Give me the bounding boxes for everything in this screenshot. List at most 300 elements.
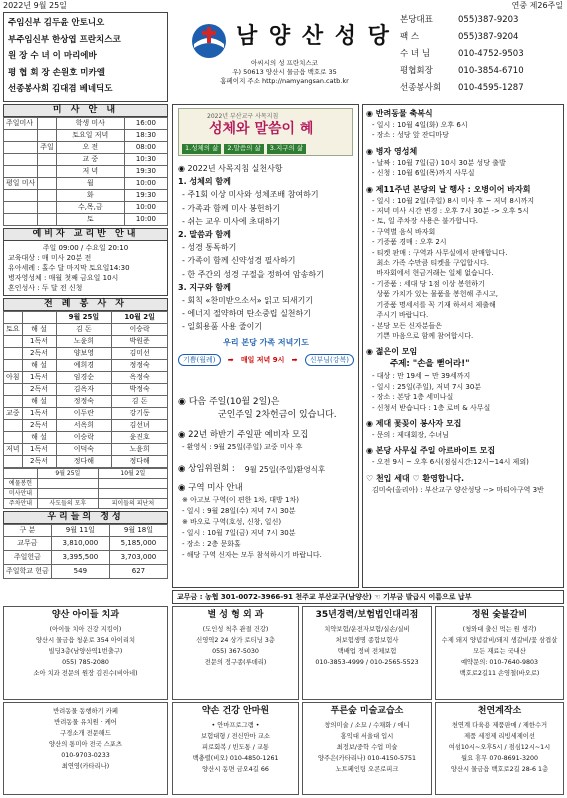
address: 우) 50613 양산시 물금읍 백호로 35 [232, 68, 337, 76]
mass-cell: 학생 미사 [56, 118, 124, 130]
sacrament-item: 병자영성체 : 매월 첫째 금요일 10시 [8, 274, 119, 282]
ad-line: 백호로2길11 손영철(바오로) [459, 669, 540, 677]
banner-pill: 1.성체의 삶 [182, 144, 221, 154]
ministers-cell [4, 456, 23, 468]
ministers-extra-cell [98, 479, 167, 489]
ministers-header-cell: 9월 25일 [56, 312, 112, 324]
mass-row [4, 142, 168, 154]
offering-cell: 627 [109, 565, 167, 579]
ministers-extra-row [4, 469, 168, 479]
notice-heading: ◉ 본당 사무실 주일 아르바이트 모집 [366, 446, 496, 456]
sacrament-item: 혼인성사 : 두 달 전 신청 [8, 284, 83, 292]
ad-line: 반려동물 유치원 · 케어 [54, 719, 117, 726]
offering-title: 우리들의 정성 [3, 511, 168, 524]
ministers-extra-cell: 주차안내 [4, 499, 38, 509]
ministers-extra-cell: 미사안내 [4, 489, 38, 499]
ministers-cell: 박정숙 [112, 384, 168, 396]
ministers-cell: 해 설 [22, 360, 56, 372]
ad-line: 피로회복 / 빈도통 / 교통 [202, 743, 269, 751]
ministers-cell: 1독서 [22, 336, 56, 348]
ministers-row [4, 360, 168, 372]
mass-cell: 18:30 [124, 130, 167, 142]
staff-line: 선종봉사회 김대겸 베네딕도 [8, 84, 113, 94]
mass-cell: 화 [56, 190, 124, 202]
mass-cell [38, 202, 57, 214]
masthead [172, 12, 397, 102]
offering-header-cell: 9월 11일 [51, 525, 109, 537]
guideline-item: ◉ 2022년 사목지침 실천사항 [178, 164, 283, 173]
guideline-item: - 에너지 절약하며 탄소중립 실천하기 [182, 309, 311, 319]
arrow-right-icon: ➡ [291, 355, 298, 364]
committee-row [178, 463, 358, 476]
ministers-cell: 이승락 [56, 432, 112, 444]
contact-label: 본당대표 [400, 15, 433, 25]
ad-title: 정원 숯불갈비 [471, 610, 528, 620]
ad-title: 별 성 형 외 과 [207, 610, 264, 620]
ad-line: 055) 785-2080 [62, 658, 109, 666]
ministers-row [4, 396, 168, 408]
prayer-step: 기쁨(월례) [178, 354, 221, 366]
contact-row [400, 29, 564, 46]
notice-line: - 본당 모든 신자분들은 [372, 321, 443, 330]
notice-heading: ◉ 제대 꽃꽂이 봉사자 모집 [366, 418, 462, 428]
guideline-item: - 가족이 함께 신약성경 필사하기 [182, 256, 296, 266]
notice-heading: ◉ 구역 미사 안내 [178, 483, 243, 493]
mass-row [4, 166, 168, 178]
ministers-cell [4, 432, 23, 444]
ministers-row [4, 408, 168, 420]
ministers-cell: 강기동 [112, 408, 168, 420]
ministers-cell: 이승락 [112, 324, 168, 336]
mass-cell [4, 214, 38, 226]
mass-cell: 수,목,금 [56, 202, 124, 214]
ministers-cell: 1독서 [22, 372, 56, 384]
mass-cell [38, 178, 57, 190]
ad-line: 창의미술 / 소묘 / 수채화 / 애니 [324, 721, 410, 729]
offering-row [4, 551, 168, 565]
arrow-right-icon: ➡ [227, 355, 234, 364]
ministers-cell: 토요 [4, 324, 23, 336]
ministers-extra-row [4, 489, 168, 499]
ministers-cell: 김 돈 [56, 324, 112, 336]
mass-cell: 저 녁 [56, 166, 124, 178]
contact-label: 수 녀 님 [400, 49, 431, 59]
banner-pill: 3.지구의 삶 [267, 144, 306, 154]
ministers-extra-cell [98, 489, 167, 499]
ministers-cell: 정다해 [112, 456, 168, 468]
ministers-header-cell [4, 312, 23, 324]
mass-cell: 19:30 [124, 190, 167, 202]
mass-cell [4, 166, 38, 178]
ad-line: 양산의 통미아 전국 스포츠 [49, 741, 122, 748]
ad-line: 010-3853-4999 / 010-2565-5523 [315, 658, 419, 666]
notice-line: 바자회에서 현금거래는 일체 없습니다. [372, 269, 494, 278]
right-notices [366, 108, 562, 495]
ministers-row [4, 444, 168, 456]
ad-title: 35년경력/보험법인대리점 [315, 610, 419, 620]
ministers-row [4, 456, 168, 468]
banner-pills [182, 144, 306, 154]
notice-heading: ◉ 22년 하반기 주일판 예비자 모집 [178, 430, 309, 440]
ministers-cell: 윤진호 [112, 432, 168, 444]
liturgical-week: 연중 제26주일 [511, 1, 563, 10]
offering-table [3, 524, 168, 579]
ad-line: 천연계 다육용 제품판매 / 제한수거 [451, 721, 548, 729]
mass-cell [4, 130, 38, 142]
ministers-extra-cell: 10월 2일 [98, 469, 167, 479]
ad-line: 양산시 물금읍 청운로 354 아이리치 [35, 636, 136, 644]
ad-line: 여섬10시~오후5시 / 점심12시~1시 [448, 743, 551, 751]
banner-title: 성체와 말씀이 혜 [209, 121, 314, 137]
mass-cell: 월 [56, 178, 124, 190]
ad-line: 빌딩3층(남양산역1번출구) [48, 647, 123, 655]
pastoral-banner [178, 108, 353, 156]
guideline-item: - 성경 통독하기 [182, 243, 237, 253]
mass-title: 미 사 안 내 [3, 104, 168, 117]
notice-line: - 일시 : 10월 4일(화) 오후 6시 [372, 121, 468, 129]
district-line: ※ 바오로 구역(호성, 신창, 일신) [182, 518, 282, 526]
notice-line: - 구역별 음식 바자회 [372, 227, 436, 236]
ministers-cell: 박원준 [112, 336, 168, 348]
ad-title: 푸른숲 미술교습소 [330, 706, 404, 716]
notice-line: - 토, 일 주차장 사용은 불가합니다. [372, 217, 479, 226]
guideline-item: - 한 주간의 성경 구절을 정하여 암송하기 [182, 269, 324, 279]
ad-line: 처보험생명 종합보험사 [335, 636, 399, 644]
district-list [178, 506, 358, 561]
mass-cell: 주일미사 [4, 118, 38, 130]
ad-line: 010-9703-0233 [61, 752, 110, 759]
ministers-cell: 정정숙 [56, 396, 112, 408]
ministers-cell [4, 420, 23, 432]
mass-cell [38, 166, 57, 178]
mass-row [4, 214, 168, 226]
offering-cell: 3,810,000 [51, 537, 109, 551]
ministers-cell: 교중 [4, 408, 23, 420]
ministers-cell: 정정숙 [112, 360, 168, 372]
staff-line: 주임신부 김두윤 안토니오 [8, 18, 105, 28]
ad-line: 홍익대 서울대 입시 [340, 732, 394, 740]
ministers-extra-cell: 사도들의 모후 [38, 499, 99, 509]
mass-row [4, 154, 168, 166]
notice-line: - 기증품 : 세대 당 1점 이상 봉헌하기 [372, 279, 485, 288]
mass-cell [38, 154, 57, 166]
mass-cell: 08:00 [124, 142, 167, 154]
ministers-row [4, 336, 168, 348]
mass-cell [4, 190, 38, 202]
notice-line: - 신청 : 10월 6일(목)까지 사무실 [372, 169, 475, 178]
ministers-row [4, 384, 168, 396]
ad-line: 제품 세정제 리빙세제이선 [464, 732, 535, 740]
contact-number: 055)387-9204 [458, 32, 519, 42]
ad-line: 노트페인팅 오콘로피크 [335, 765, 399, 773]
offering-row [4, 537, 168, 551]
mass-cell: 16:00 [124, 118, 167, 130]
ministers-cell: 정다해 [56, 456, 112, 468]
mass-cell: 오 전 [56, 142, 124, 154]
ad-line: 치약보험/운전자보험/실손/실비 [324, 625, 410, 633]
contact-row [400, 46, 564, 63]
ad-line: 백충렬(비오) 010-4850-1261 [192, 754, 279, 762]
prayer-step: 신부님(강복) [305, 354, 354, 366]
ad-title: 양산 아이들 치과 [51, 610, 120, 620]
ministers-cell: 저녁 [4, 444, 23, 456]
ad-line: 신영역2 24 상가 로티닝 3층 [196, 636, 275, 644]
sacrament-item: 교육대상 : 매 미사 20분 전 [8, 254, 92, 262]
ministers-cell: 해 설 [22, 396, 56, 408]
pastoral-guidelines [178, 162, 356, 334]
banner-pill: 2.말씀의 삶 [224, 144, 263, 154]
ad-box [302, 606, 432, 700]
ministers-row [4, 420, 168, 432]
ad-line: 양산시 물금읍 백호로2길 28-6 1층 [450, 765, 549, 773]
district-line: - 일시 : 10월 7일(금) 저녁 7시 30분 [182, 529, 296, 537]
ministers-cell: 김옥자 [56, 384, 112, 396]
mass-cell: 토 [56, 214, 124, 226]
mass-cell: 10:00 [124, 178, 167, 190]
guideline-item: - 회칙 «찬미받으소서» 읽고 되새기기 [182, 296, 314, 306]
ministers-cell: 김선녀 [112, 420, 168, 432]
contact-row [400, 63, 564, 80]
ministers-cell: 2독서 [22, 384, 56, 396]
mass-cell [38, 118, 57, 130]
contact-number: 010-3854-6710 [458, 66, 524, 76]
mass-cell [38, 130, 57, 142]
notice-line: - 티켓 판매 : 구역과 사무실에서 판매합니다. [372, 248, 508, 257]
mass-cell: 교 중 [56, 154, 124, 166]
guideline-item: - 가족과 함께 미사 봉헌하기 [182, 203, 281, 213]
ministers-cell: 1독서 [22, 444, 56, 456]
notice-heading: ◉ 병자 영성체 [366, 146, 418, 156]
ministers-table [3, 311, 168, 468]
offering-cell: 3,395,500 [51, 551, 109, 565]
ministers-cell: 예희경 [56, 360, 112, 372]
guideline-item: - 주1회 이상 미사와 성체조배 참여하기 [182, 190, 319, 200]
left-column [3, 104, 168, 579]
ministers-extra-cell [38, 489, 99, 499]
ministers-cell: 서옥희 [56, 420, 112, 432]
ad-line: 반려동물 동행하기 카페 [53, 708, 118, 715]
mass-table [3, 117, 168, 226]
ministers-cell: 1독서 [22, 408, 56, 420]
ministers-cell: 이덕숙 [56, 444, 112, 456]
ministers-cell: 임경순 [56, 372, 112, 384]
mass-cell: 주일 [38, 142, 57, 154]
notice-body: 9월 25일(주일)환영식후 [244, 465, 326, 474]
ministers-cell: 2독서 [22, 348, 56, 360]
ministers-cell: 2독서 [22, 456, 56, 468]
ad-box [3, 702, 168, 795]
ad-line: 전문의 정구종(루데리) [204, 658, 267, 666]
contact-list [400, 12, 564, 102]
notice-line: 기쁜 마음으로 함께 참여합시다. [372, 331, 474, 340]
ministers-cell: 노윤희 [112, 444, 168, 456]
ad-line: (청와대 출신 먹는 원 생각) [462, 625, 537, 633]
offering-account: 교무금 : 농협 301-0072-3966-91 천주교 부산교구(남양산) ☜ 기부금 발급시 이름으로 납부 [172, 590, 564, 604]
mass-row [4, 130, 168, 142]
notice-heading: ◉ 반려동물 축복식 [366, 109, 433, 118]
notice-heading: ◉ 다음 주일(10월 2일)은 [178, 397, 280, 407]
prayer-title: 우리 본당 가족 저녁기도 [223, 338, 309, 347]
notice-line: - 문의 : 제대회장, 수녀님 [372, 430, 449, 439]
ad-line: 모든 재료는 국내산 [473, 647, 526, 655]
catechumen-title: 예비자 교리반 안내 [3, 228, 168, 241]
notice-line: - 일시 : 25일(주일), 저녁 7시 30분 [372, 382, 482, 391]
notice-line: - 날짜 : 10월 7일(금) 10시 30분 성당 출발 [372, 158, 506, 167]
notice-line: - 저녁 미사 시간 변경 : 오후 7시 30분 -> 오후 5시 [372, 207, 529, 216]
notice-heading: ◉ 상임위원회 : [178, 464, 235, 474]
catechumen-box [3, 241, 168, 296]
ad-line: 양산시 동면 금오4길 66 [202, 765, 269, 773]
mass-cell: 평일 미사 [4, 178, 38, 190]
offering-cell: 3,703,000 [109, 551, 167, 565]
district-line: - 일시 : 9월 28일(수) 저녁 7시 30분 [182, 507, 296, 515]
evening-prayer [178, 338, 354, 380]
mass-cell: 10:00 [124, 202, 167, 214]
contact-number: 010-4752-9503 [458, 49, 524, 59]
offering-header-row [4, 525, 168, 537]
contact-label: 팩 스 [400, 32, 420, 42]
ad-line: 소아 치과 전문의 원장 김진수(비아네) [33, 669, 138, 677]
mass-cell [38, 190, 57, 202]
ministers-cell: 김미선 [112, 348, 168, 360]
mass-row [4, 190, 168, 202]
notice-line: - 신청서 받습니다 : 1층 로비 & 사무실 [372, 403, 491, 412]
ministers-cell: 옥정숙 [112, 372, 168, 384]
ad-line: • 안마프로그램 • [211, 721, 260, 729]
staff-line: 원 장 수 녀 이 마리에바 [8, 51, 97, 61]
catechumen-time: 주일 09:00 / 수요일 20:10 [42, 244, 129, 252]
notice-line: - 일시 : 10월 2일(주일) 8시 미사 후 ~ 저녁 8시까지 [372, 196, 535, 205]
offering-header-cell: 구 분 [4, 525, 52, 537]
ad-box [302, 702, 432, 795]
ministers-row [4, 324, 168, 336]
offering-cell: 교무금 [4, 537, 52, 551]
notice-line: - 대상 : 만 19세 ~ 만 39세까지 [372, 372, 471, 381]
ministers-cell: 2독서 [22, 420, 56, 432]
ministers-cell [4, 396, 23, 408]
guideline-item: 3. 지구와 함께 [178, 282, 231, 292]
notice-line: 주시기 바랍니다. [372, 311, 429, 320]
notice-body: - 환영식 : 9월 25일(주일) 교중 미사 후 [182, 443, 303, 451]
ad-line: 최연영(카타리나) [61, 763, 110, 770]
ministers-header-cell: 10월 2일 [112, 312, 168, 324]
ad-line: 양주은(카타리나) 010-4150-5751 [317, 754, 417, 762]
mass-cell: 19:30 [124, 166, 167, 178]
contact-number: 010-4595-1287 [458, 83, 524, 93]
ministers-cell: 노윤희 [56, 336, 112, 348]
ministers-cell [4, 384, 23, 396]
contact-row [400, 80, 564, 97]
contact-label: 선종봉사회 [400, 83, 442, 93]
notice-heading: ♡ 천입 세대 ♡ 환영합니다. [366, 473, 465, 483]
ministers-extra-row [4, 479, 168, 489]
notice-theme: 주제: "손을 뻗어라!" [390, 359, 470, 370]
ad-line: 수제 돼지 양념갈비/돼지 생갈비/꽃 삼겹살 [441, 636, 558, 644]
notice-heading: ◉ 제11주년 본당의 날 행사 : 오병이어 바자회 [366, 184, 531, 194]
ministers-row [4, 372, 168, 384]
notice-line: - 기증품 경매 : 오후 2시 [372, 238, 447, 247]
ad-title: 약손 건강 안마원 [201, 706, 270, 716]
patron: 아씨시의 성 프란치스코 [251, 59, 318, 67]
ad-line: (아이들 치아 건강 지킴이) [49, 625, 122, 633]
ministers-extra-cell: 9월 25일 [38, 469, 99, 479]
staff-line: 평 협 회 장 손원호 미카엘 [8, 67, 105, 78]
notice-body: ※ 아고보 구역(이 편한 1차, 대방 1차) [182, 496, 299, 504]
notice-body: 군인주일 2차헌금이 있습니다. [218, 410, 337, 420]
ad-box [435, 606, 564, 700]
ministers-row [4, 432, 168, 444]
contact-number: 055)387-9203 [458, 15, 519, 25]
mass-cell [38, 214, 57, 226]
notice-line: 최소 가족 수만큼 티켓을 구입합시다. [372, 259, 490, 268]
ministers-header-cell [22, 312, 56, 324]
notice-line: - 장소 : 성당 앞 잔디마당 [372, 131, 449, 140]
offering-header-cell: 9월 18일 [109, 525, 167, 537]
sacrament-item: 유아세례 : 홀수 달 마지막 토요일14:30 [8, 264, 130, 272]
mass-row [4, 178, 168, 190]
prayer-flow [178, 354, 354, 366]
mass-cell: 10:30 [124, 154, 167, 166]
mass-cell: 10:00 [124, 214, 167, 226]
offering-cell: 주일학교 헌금 [4, 565, 52, 579]
ministers-cell: 양보영 [56, 348, 112, 360]
district-line: - 장소 : 2층 문화홀 [182, 540, 241, 548]
ministers-row [4, 348, 168, 360]
mass-cell: 토요일 저녁 [56, 130, 124, 142]
ministers-header-row [4, 312, 168, 324]
ad-line: 월요 휴무 070-8691-3200 [461, 754, 538, 762]
ad-box [3, 606, 168, 700]
contact-label: 평협회장 [400, 66, 433, 76]
staff-box [3, 12, 168, 102]
guideline-item: - 쉬는 교우 미사에 초대하기 [182, 216, 281, 226]
ad-box [172, 702, 299, 795]
ministers-title: 전 례 봉 사 자 [3, 298, 168, 311]
offering-cell: 주일헌금 [4, 551, 52, 565]
guideline-item: 1. 성체의 함께 [178, 177, 231, 187]
mass-cell [4, 202, 38, 214]
offering-cell: 5,185,000 [109, 537, 167, 551]
mass-cell [4, 154, 38, 166]
guideline-item: - 일회용품 사용 줄이기 [182, 322, 263, 332]
church-logo-icon [190, 22, 228, 60]
ad-title: 천연계작소 [477, 706, 522, 716]
ministers-extra-cell: 피이들의 피난처 [98, 499, 167, 509]
ministers-extra-cell: 예물봉헌 [4, 479, 38, 489]
mass-row [4, 118, 168, 130]
district-line: - 해당 구역 신자는 모두 참석하시기 바랍니다. [182, 551, 322, 559]
banner-subtitle: 2022년 부산교구 사목지침 [207, 113, 279, 120]
ad-line: 예약문의: 010-7640-9803 [460, 658, 539, 666]
ministers-cell: 김 돈 [112, 396, 168, 408]
ministers-cell: 이두란 [56, 408, 112, 420]
ministers-extra-table [3, 468, 168, 509]
homepage-link[interactable]: 홈페이지 주소 http://namyangsan.catb.kr [220, 77, 349, 85]
offering-cell: 549 [51, 565, 109, 579]
mass-row [4, 202, 168, 214]
notice-line: - 장소 : 본당 1층 세미나실 [372, 393, 454, 402]
prayer-step: 매일 저녁 9시 [240, 355, 285, 364]
notice-line: 기증품 명세서를 꼭 기재 하셔서 제출해 [372, 300, 496, 309]
offering-row [4, 565, 168, 579]
ad-line: 택배업 정비 전체보험 [337, 647, 397, 655]
mass-cell [4, 142, 38, 154]
contact-row [400, 12, 564, 29]
ad-line: 055) 367-5030 [212, 647, 259, 655]
ad-line: 구경소개 전문해드 [60, 730, 111, 737]
issue-date: 2022년 9월 25일 [3, 1, 67, 10]
ministers-cell: 해 설 [22, 324, 56, 336]
